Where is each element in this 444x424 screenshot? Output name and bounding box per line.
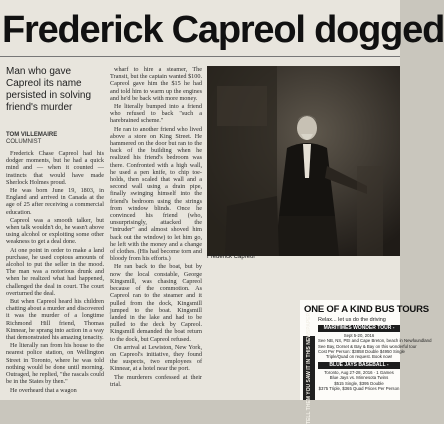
paragraph: The murderers confessed at their trial. xyxy=(110,373,202,388)
paragraph: He ran back to the boat, but by now the local constable, George Kingsmill, was chasing Capreol because of the commotion. As Capreol ran to the steamer and it pulled from the dock, Kingsmill jumped to the boat. Kingsmill landed in the lake and had to be pulled to the deck by Capreol. Kingsmill demanded the boat return to the dock, but Capreol refused. xyxy=(110,263,202,343)
paragraph: He was born June 19, 1803, in England and arrived in Canada at the age of 25 after receiving a commercial education. xyxy=(6,187,104,216)
ad-line: Cost Per Person: $3858 Double $4950 Single xyxy=(318,348,405,354)
paragraph: wharf to hire a steamer, The Transit, but the captain wanted $100. Capreol gave him the $15 he had and told him to warm up the engines and he'd be back with more money. xyxy=(110,66,202,102)
portrait-photo xyxy=(207,66,400,256)
paragraph: He overheard that a wagon xyxy=(10,386,77,394)
paragraph: But when Capreol heard his children chatting about a murder and discovered it was the murder of a longtime Richmond Hill friend, Thomas Kinnear, he sprang into action in a way that demonstrated his amazing tenacity. xyxy=(6,298,104,342)
article-column-1 xyxy=(6,150,104,400)
byline-role: COLUMNIST xyxy=(6,139,42,145)
paragraph: On arrival at Lewiston, New York, on Capreol's initiative, they found the suspects, two employees of Kinnear, at a hotel near the port. xyxy=(110,343,202,373)
paragraph: He literally bumped into a friend who refused to back "such a harebrained scheme." xyxy=(110,103,202,125)
ad-title: ONE OF A KIND BUS TOURS xyxy=(304,304,429,315)
photo-caption: Frederick Capreol xyxy=(207,254,255,260)
ad-line: Blue Jays vs. Minnesota Twins xyxy=(329,375,389,381)
ad-line: See Bay, Dorset & Bay & Bay on this wonderful tour xyxy=(318,343,417,349)
paragraph: At one point in order to make a land purchase, he used copious amounts of alcohol to put the seller in the mood. The man was a notorious drunk and when he realized what had happened, challenged the deal in court. The court overturned the deal. xyxy=(6,246,104,297)
paragraph: He ran to another friend who lived above a store on King Street. He hammered on the door but ran to the back of the building when he realized his friend's bedroom was there. Confronted with a high wall, he used a pen knife, to chip toe-holds, then scaled that wall and a second wall using a drain pipe, finally swinging himself into the friend's bedroom using the strings from window blinds. Once he convinced his friend (who, unsurprisingly, attacked the "intruder" and almost shoved him back out the window) to let him go, he left with the money and a change of clothes. (His had become torn and bloody from his efforts.) xyxy=(110,125,202,263)
ad-subtitle: Relax... let us do the driving xyxy=(318,317,386,323)
deck: Man who gave Capreol its name persisted in solving friend's murder xyxy=(6,66,92,113)
portrait-illustration xyxy=(207,66,400,256)
ad-line: Toronto, Aug 27-28, 2016 · 1 Games xyxy=(324,370,394,375)
ad-band-bluejays: BLUE JAYS BASEBALL - xyxy=(318,362,400,369)
article-column-2 xyxy=(110,66,202,400)
paragraph: Frederick Chase Capreol had his dodger moments, but he had a quick mind and — when it counted — instincts that would have made Sherlock Holmes proud. xyxy=(6,150,104,186)
headline-rule xyxy=(0,56,400,57)
ad-line: $515 Single, $395 Double xyxy=(334,380,384,386)
ad-maritimes-details xyxy=(318,333,432,360)
headline: Frederick Capreol dogged xyxy=(2,9,444,51)
ad-band-maritimes: MARITIMES WONDER TOUR - xyxy=(318,325,400,332)
ad-line: Triple/Quad on request. Book now! xyxy=(325,354,393,360)
ad-bluejays-details xyxy=(318,370,400,391)
byline-author: TOM VILLEMAIRE xyxy=(6,132,58,138)
article-column-3 xyxy=(206,262,302,400)
ad-line: $375 Triple, $365 Quad Prices Per Person xyxy=(318,385,400,391)
byline xyxy=(6,132,106,146)
paragraph: Capreol was a smooth talker, but when talk wouldn't do, he wasn't above using alcohol or exploiting some other weakness to get a deal done. xyxy=(6,216,104,246)
ad-line: See NB, NS, PEI and Cape Breton, beach in Newfoundland xyxy=(318,338,432,344)
paragraph: He literally ran from his house to the nearest police station, on Wellington Street in Toronto, where he was told nothing would be done until morning. Outraged, he replied, "the rascals could be in the States by then." xyxy=(6,342,104,386)
ad-line: Sept 5-20, 2016 xyxy=(343,333,375,338)
ad-side-banner: TELL THEM YOU SAW IT IN THIS NEWSPAPER xyxy=(303,336,315,400)
